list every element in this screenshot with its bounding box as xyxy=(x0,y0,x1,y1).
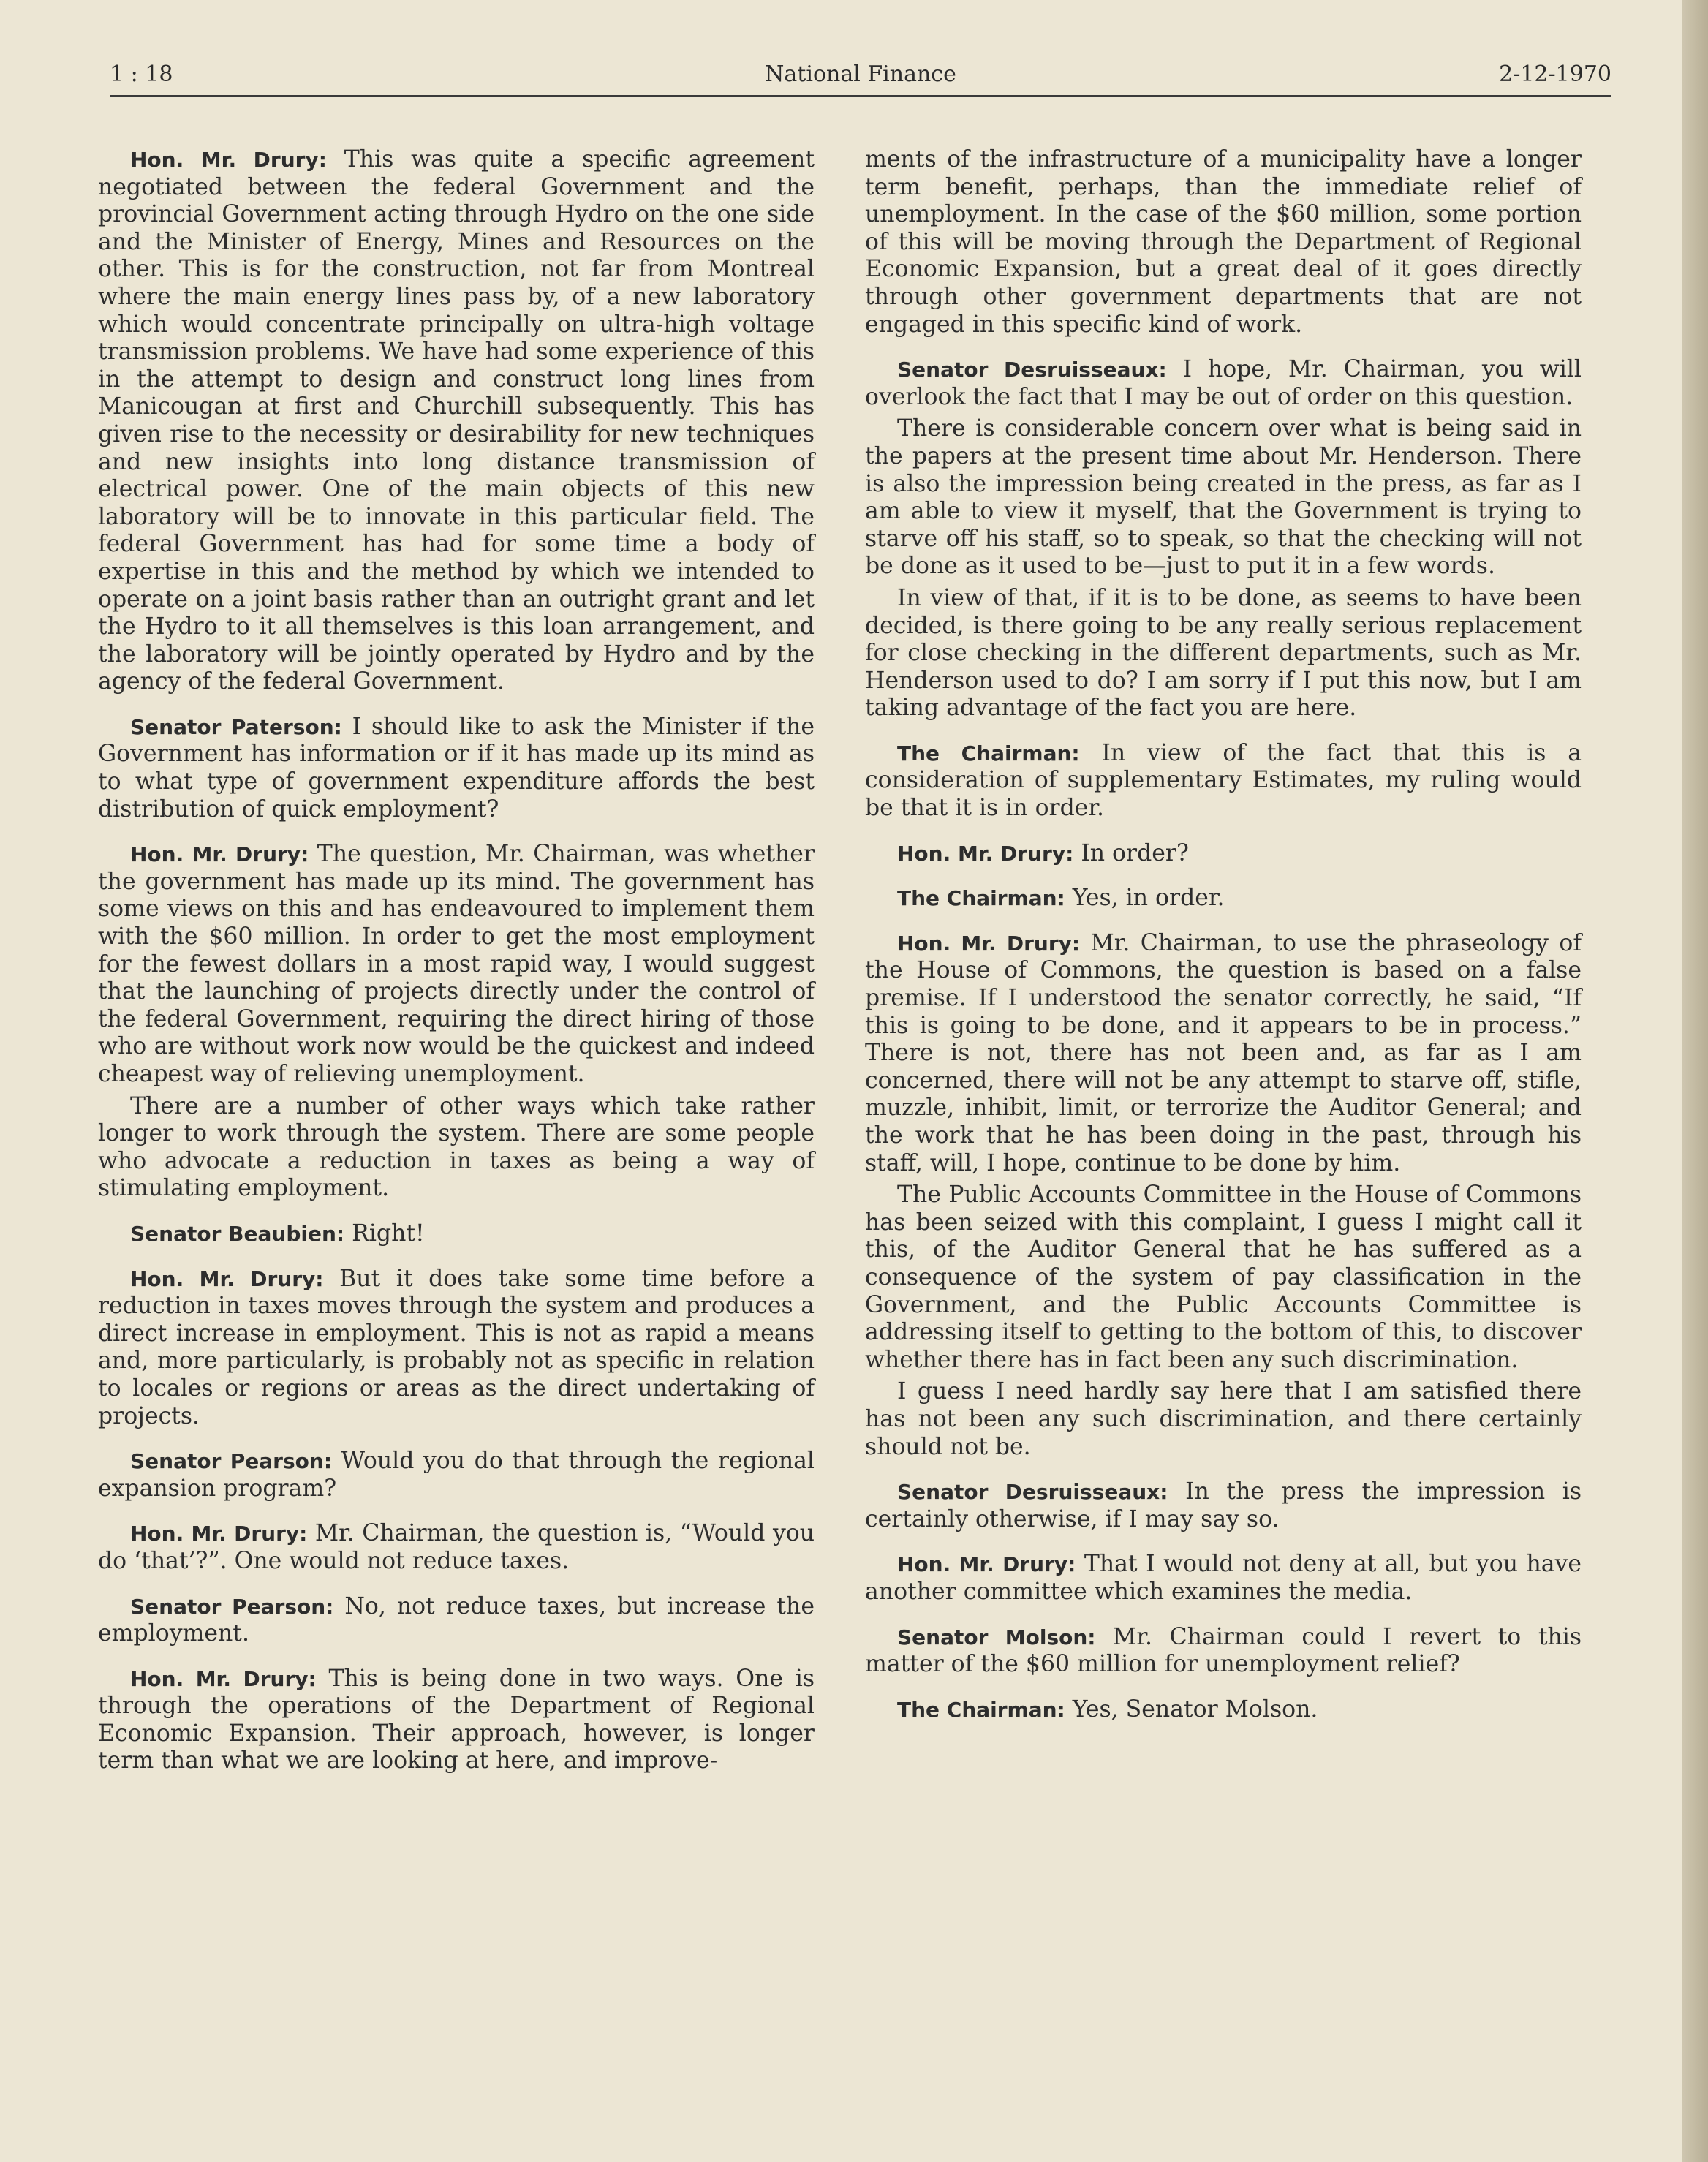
speech-text: No, not reduce taxes, but increase the employment. xyxy=(98,1592,815,1647)
speech-text: I guess I need hardly say here that I am satisfied there has not been any such discrimination, and there certainly should not be. xyxy=(865,1378,1582,1460)
page-date: 2-12-1970 xyxy=(1499,61,1611,87)
speaker-label: Senator Pearson: xyxy=(130,1449,333,1474)
paragraph xyxy=(98,1520,815,1575)
speech-text: Mr. Chairman could I revert to this matter of the $60 million for unemployment relief? xyxy=(865,1623,1582,1678)
speaker-label: The Chairman: xyxy=(897,886,1065,911)
paragraph xyxy=(98,1220,815,1248)
paragraph xyxy=(865,415,1582,581)
speech-text: The question, Mr. Chairman, was whether the government has made up its mind. The government has some views on this and has endeavoured to implement them with the $60 million. In order to get the most employment for the fewest dollars in a most rapid way, I would suggest that the launching of projects directly under the control of the federal Government, requiring the direct hiring of those who are without work now would be the quickest and indeed cheapest way of relieving unemployment. xyxy=(98,841,815,1087)
speaker-label: Senator Desruisseaux: xyxy=(897,1480,1168,1505)
speech-text: I should like to ask the Minister if the Government has information or if it has made up its mind as to what type of government expenditure affords the best distribution of quick employment? xyxy=(98,713,815,823)
speaker-label: Hon. Mr. Drury: xyxy=(130,1666,317,1691)
publication-title: National Finance xyxy=(765,61,956,87)
speech-text: In the press the impression is certainly otherwise, if I may say so. xyxy=(865,1478,1582,1532)
speech-text: In view of the fact that this is a consideration of supplementary Estimates, my ruling would be that it is in order. xyxy=(865,739,1582,822)
speech-text: But it does take some time before a reduction in taxes moves through the system and produces a direct increase in employment. This is not as rapid a means and, more particularly, is probably not as specific in relation to locales or regions or areas as the direct undertaking of projects. xyxy=(98,1265,815,1429)
paragraph xyxy=(98,841,815,1088)
speech-text: In order? xyxy=(1081,839,1189,866)
speech-text: In view of that, if it is to be done, as seems to have been decided, is there going to be any really serious replacement for close checking in the different departments, such as Mr. Henderson used to do? I am sorry if I put this now, but I am taking advantage of the fact you are here. xyxy=(865,584,1582,722)
speaker-label: Hon. Mr. Drury: xyxy=(130,1522,308,1546)
speech-text: That I would not deny at all, but you have another committee which examines the media. xyxy=(865,1551,1582,1605)
speaker-label: Senator Molson: xyxy=(897,1625,1096,1649)
speech-text: Mr. Chairman, the question is, “Would you do ‘that’?”. One would not reduce taxes. xyxy=(98,1520,815,1574)
paragraph xyxy=(865,885,1582,912)
paragraph xyxy=(865,1182,1582,1374)
page-header xyxy=(110,57,1611,97)
left-column xyxy=(98,146,815,1793)
page-edge xyxy=(1682,0,1708,2162)
paragraph xyxy=(865,146,1582,339)
speaker-label: Senator Beaubien: xyxy=(130,1221,345,1246)
speech-text: Yes, in order. xyxy=(1072,885,1225,912)
speaker-label: Senator Pearson: xyxy=(130,1594,334,1619)
paragraph xyxy=(98,1448,815,1503)
paragraph xyxy=(865,585,1582,722)
speech-text: This is being done in two ways. One is through the operations of the Department of Regional Economic Expansion. Their approach, however, is longer term than what we are looking at here, and improve- xyxy=(98,1665,815,1774)
right-column xyxy=(865,146,1582,1741)
speaker-label: Hon. Mr. Drury: xyxy=(130,842,309,867)
paragraph xyxy=(865,1624,1582,1679)
paragraph xyxy=(98,1666,815,1775)
paragraph xyxy=(98,146,815,696)
paragraph xyxy=(865,1551,1582,1606)
speaker-label: Hon. Mr. Drury: xyxy=(897,841,1074,866)
speech-text: Yes, Senator Molson. xyxy=(1072,1696,1318,1723)
paragraph xyxy=(98,1593,815,1648)
speaker-label: The Chairman: xyxy=(897,1697,1065,1722)
speaker-label: Senator Desruisseaux: xyxy=(897,358,1167,382)
paragraph xyxy=(865,1378,1582,1461)
page-number: 1 : 18 xyxy=(110,61,173,87)
paragraph xyxy=(98,714,815,823)
paragraph xyxy=(865,930,1582,1177)
speech-text: There is considerable concern over what is being said in the papers at the present time about Mr. Henderson. There is also the impression being created in the press, as far as I am able to view it myself, that the Government is trying to starve off his staff, so to speak, so that the checking will not be done as it used to be—just to put it in a few words. xyxy=(865,415,1582,580)
speaker-label: Hon. Mr. Drury: xyxy=(130,1266,324,1291)
speech-text: I hope, Mr. Chairman, you will overlook the fact that I may be out of order on this question. xyxy=(865,356,1582,410)
speaker-label: Hon. Mr. Drury: xyxy=(897,931,1081,956)
paragraph xyxy=(865,1696,1582,1724)
paragraph xyxy=(865,1478,1582,1533)
speaker-label: Senator Paterson: xyxy=(130,714,342,739)
speech-text: There are a number of other ways which take rather longer to work through the system. There are some people who advocate a reduction in taxes as being a way of stimulating employment. xyxy=(98,1092,815,1202)
speech-text: This was quite a specific agreement negotiated between the federal Government and the provincial Government acting through Hydro on the one side and the Minister of Energy, Mines and Resources on the other. This is for the construction, not far from Montreal where the main energy lines pass by, of a new laboratory which would concentrate principally on ultra-high voltage transmission problems. We have had some experience of this in the attempt to design and construct long lines from Manicougan at first and Churchill subsequently. This has given rise to the necessity or desirability for new techniques and new insights into long distance transmission of electrical power. One of the main objects of this new laboratory will be to innovate in this particular field. The federal Government has had for some time a body of expertise in this and the method by which we intended to operate on a joint basis rather than an outright grant and let the Hydro to it all themselves is this loan arrangement, and the laboratory will be jointly operated by Hydro and by the agency of the federal Government. xyxy=(98,146,815,695)
speech-text: Mr. Chairman, to use the phraseology of the House of Commons, the question is based on a false premise. If I understood the senator correctly, he said, “If this is going to be done, and it appears to be in process.” There is not, there has not been and, as far as I am concerned, there will not be any attempt to starve off, stifle, muzzle, inhibit, limit, or terrorize the Auditor General; and the work that he has been doing in the past, through his staff, will, I hope, continue to be done by him. xyxy=(865,929,1582,1176)
speaker-label: Hon. Mr. Drury: xyxy=(130,148,327,172)
paragraph xyxy=(98,1093,815,1203)
speaker-label: Hon. Mr. Drury: xyxy=(897,1552,1076,1577)
speaker-label: The Chairman: xyxy=(897,741,1080,766)
speech-text: Right! xyxy=(352,1220,425,1247)
speech-text: The Public Accounts Committee in the House of Commons has been seized with this complaint, I guess I might call it this, of the Auditor General that he has suffered as a consequence of the system of pay classification in the Government, and the Public Accounts Committee is addressing itself to getting to the bottom of this, to discover whether there has in fact been any such discrimination. xyxy=(865,1182,1582,1373)
paragraph xyxy=(865,840,1582,868)
paragraph xyxy=(865,356,1582,411)
speech-text: ments of the infrastructure of a municipality have a longer term benefit, perhaps, than the immediate relief of unemployment. In the case of the $60 million, some portion of this will be moving through the Department of Regional Economic Expansion, but a great deal of it goes directly through other government departments that are not engaged in this specific kind of work. xyxy=(865,146,1582,338)
paragraph xyxy=(865,740,1582,823)
speech-text: Would you do that through the regional expansion program? xyxy=(98,1448,815,1502)
paragraph xyxy=(98,1266,815,1431)
